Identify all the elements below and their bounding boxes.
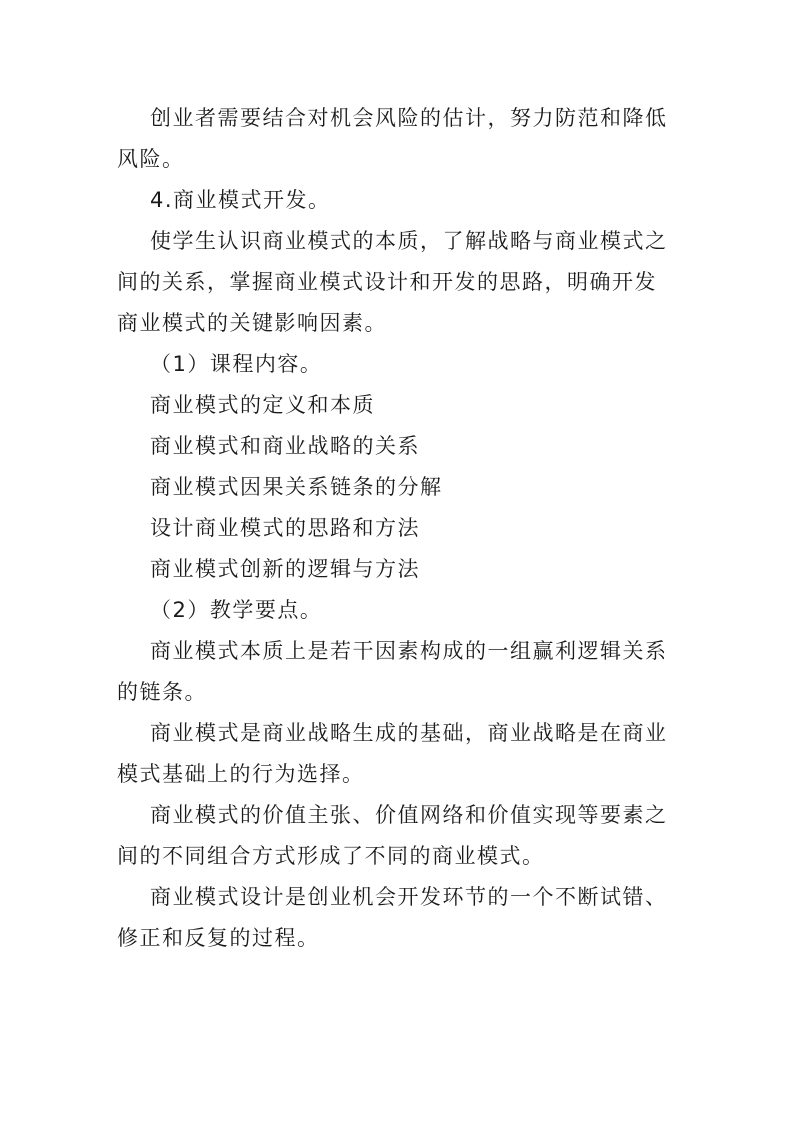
list-item: 商业模式因果关系链条的分解 <box>150 475 443 499</box>
paragraph-objective: 使学生认识商业模式的本质，了解战略与商业模式之间的关系，掌握商业模式设计和开发的思路，明确开发商业模式的关键影响因素。 <box>117 229 668 335</box>
heading-business-model: 4.商业模式开发。 <box>150 188 331 212</box>
paragraph-point: 商业模式本质上是若干因素构成的一组赢利逻辑关系的链条。 <box>117 639 668 704</box>
subheading-teaching-points: （2）教学要点。 <box>150 598 323 622</box>
subheading-course-content: （1）课程内容。 <box>150 352 323 376</box>
paragraph-point: 商业模式的价值主张、价值网络和价值实现等要素之间的不同组合方式形成了不同的商业模式。 <box>117 803 668 868</box>
paragraph-point: 商业模式是商业战略生成的基础，商业战略是在商业模式基础上的行为选择。 <box>117 721 668 786</box>
list-item: 商业模式和商业战略的关系 <box>150 434 420 458</box>
paragraph-risk: 创业者需要结合对机会风险的估计，努力防范和降低风险。 <box>117 106 668 171</box>
list-item: 商业模式创新的逻辑与方法 <box>150 557 420 581</box>
paragraph-point: 商业模式设计是创业机会开发环节的一个不断试错、修正和反复的过程。 <box>117 885 668 950</box>
document-body <box>117 98 677 959</box>
list-item: 设计商业模式的思路和方法 <box>150 516 420 540</box>
list-item: 商业模式的定义和本质 <box>150 393 375 417</box>
